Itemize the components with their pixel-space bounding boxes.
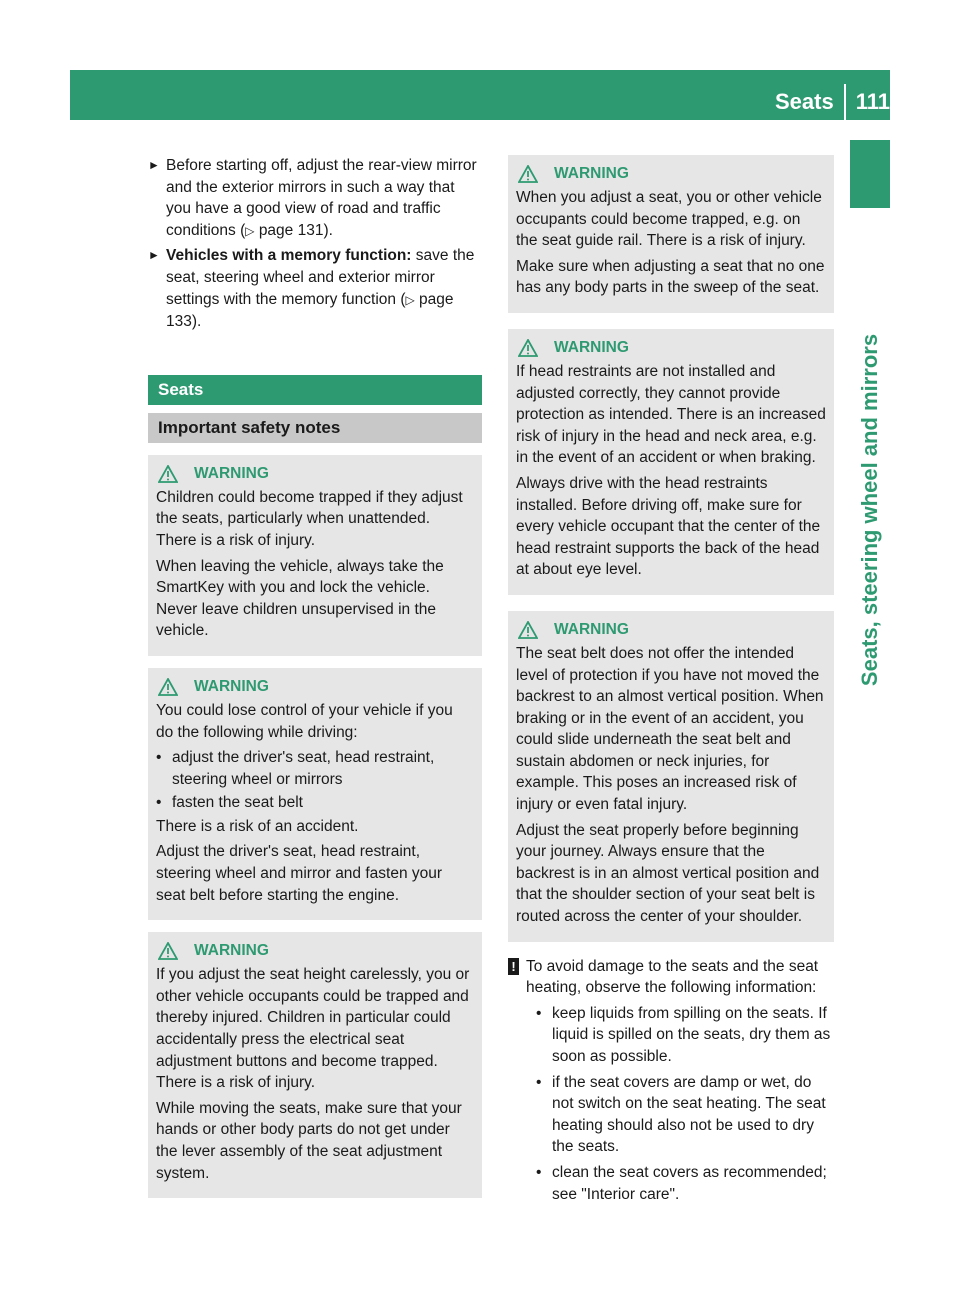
warning-title: WARNING — [194, 464, 269, 482]
warning-box — [508, 329, 834, 595]
list-item-text: keep liquids from spilling on the seats. If liquid is spilled on the seats, dry them as soon as possible. — [552, 1004, 831, 1065]
warning-box — [148, 455, 482, 656]
page-ref-icon: ▷ — [245, 223, 255, 238]
warning-text: When you adjust a seat, you or other vehicle occupants could become trapped, e.g. on the seat guide rail. There is a risk of injury. — [516, 189, 822, 250]
right-column — [508, 155, 834, 1207]
page-title: Seats — [775, 89, 834, 114]
warning-text: The seat belt does not offer the intended level of protection if you have not moved the backrest to an almost vertical position. When braking or in the event of an accident, you could slide underneath the seat belt and sustain abdomen or neck injuries, for example. This poses an increased risk of injury or even fatal injury. — [516, 644, 824, 814]
left-column — [148, 155, 482, 1198]
warning-triangle-icon — [518, 165, 538, 183]
bullet-icon: • — [156, 749, 162, 767]
warning-triangle-icon — [518, 621, 538, 639]
instruction-bold: Vehicles with a memory function: — [166, 247, 412, 265]
list-item — [156, 792, 474, 814]
instruction-step — [148, 245, 482, 332]
notice-block — [508, 956, 834, 1206]
page-ref-icon: ▷ — [405, 292, 415, 307]
warning-text: While moving the seats, make sure that your hands or other body parts do not get under the lever assembly of the seat adjustment system. — [156, 1099, 462, 1182]
warning-header — [156, 940, 474, 962]
warning-header — [516, 619, 826, 641]
bullet-icon: • — [156, 794, 162, 812]
bullet-icon: • — [536, 1004, 542, 1022]
warning-header — [156, 463, 474, 485]
list-item-text: adjust the driver's seat, head restraint, steering wheel or mirrors — [172, 749, 435, 788]
warning-text: If you adjust the seat height carelessly, you or other vehicle occupants could be trapped and thereby injured. Children in particular could accidentally press the electrical seat adjustment buttons and become trapped. There is a risk of injury. — [156, 966, 470, 1092]
bullet-icon: • — [536, 1163, 542, 1181]
chapter-side-tab — [850, 140, 890, 1160]
warning-box — [148, 932, 482, 1198]
chapter-label: Seats, steering wheel and mirrors — [857, 333, 882, 687]
warning-box — [508, 155, 834, 313]
warning-text: Adjust the driver's seat, head restraint, steering wheel and mirror and fasten your seat belt before starting the engine. — [156, 843, 443, 904]
page-ref-link[interactable]: page 133 — [166, 290, 454, 331]
header-bar — [70, 70, 890, 120]
instruction-text: Before starting off, adjust the rear-view mirror and the exterior mirrors in such a way that you have a good view of road and traffic conditions ( — [166, 157, 477, 239]
instruction-text-end: ). — [323, 221, 333, 239]
warning-title: WARNING — [554, 339, 629, 357]
instruction-step — [148, 155, 482, 242]
warning-header — [156, 676, 474, 698]
list-item — [536, 1072, 834, 1158]
warning-text: Adjust the seat properly before beginning your journey. Always ensure that the backrest is in an almost vertical position and that the shoulder section of your seat belt is routed across the center of your shoulder. — [516, 821, 820, 926]
side-tab-block — [850, 140, 890, 208]
arrow-icon: ► — [148, 158, 160, 172]
warning-text: Children could become trapped if they adjust the seats, particularly when unattended. There is a risk of injury. — [156, 488, 463, 549]
warning-text: Always drive with the head restraints installed. Before driving off, make sure for every vehicle occupant that the center of the head restraint supports the back of the head at about eye level. — [516, 474, 821, 579]
warning-header — [516, 163, 826, 185]
warning-text: Make sure when adjusting a seat that no one has any body parts in the sweep of the seat. — [516, 257, 825, 297]
warning-header — [516, 337, 826, 359]
bullet-icon: • — [536, 1073, 542, 1091]
list-item-text: clean the seat covers as recommended; see "Interior care". — [552, 1163, 827, 1203]
warning-box — [508, 611, 834, 942]
notice-text: To avoid damage to the seats and the seat heating, observe the following information: — [526, 957, 819, 997]
warning-title: WARNING — [554, 165, 629, 183]
warning-title: WARNING — [194, 942, 269, 960]
warning-text: You could lose control of your vehicle if you do the following while driving: — [156, 701, 453, 741]
list-item-text: fasten the seat belt — [172, 794, 303, 812]
instruction-text: save the seat, steering wheel and exterior mirror settings with the memory function ( — [166, 247, 475, 308]
subsection-heading: Important safety notes — [148, 413, 482, 443]
page-number: 111 — [855, 89, 890, 114]
page-ref-link[interactable]: page 131 — [258, 221, 324, 239]
list-item-text: if the seat covers are damp or wet, do not switch on the seat heating. The seat heating should also not be used to dry the seats. — [552, 1073, 826, 1156]
section-heading: Seats — [148, 375, 482, 405]
warning-triangle-icon — [158, 942, 178, 960]
warning-triangle-icon — [518, 339, 538, 357]
arrow-icon: ► — [148, 248, 160, 263]
list-item — [156, 747, 474, 790]
warning-title: WARNING — [554, 621, 629, 639]
warning-text: If head restraints are not installed and adjusted correctly, they cannot provide protection as intended. There is an increased risk of injury in the head and neck area, e.g. in the event of an accident or when braking. — [516, 362, 826, 467]
warning-text: There is a risk of an accident. — [156, 817, 359, 835]
warning-title: WARNING — [194, 678, 269, 696]
warning-triangle-icon — [158, 465, 178, 483]
instruction-text-end: ). — [191, 313, 202, 331]
warning-box — [148, 668, 482, 920]
list-item — [536, 1003, 834, 1068]
warning-triangle-icon — [158, 678, 178, 696]
list-item — [536, 1162, 834, 1205]
page-header — [775, 84, 890, 120]
header-divider — [844, 84, 846, 120]
exclamation-icon: ! — [508, 958, 519, 975]
warning-text: When leaving the vehicle, always take the SmartKey with you and lock the vehicle. Never leave children unsupervised in the vehicle. — [156, 557, 444, 640]
